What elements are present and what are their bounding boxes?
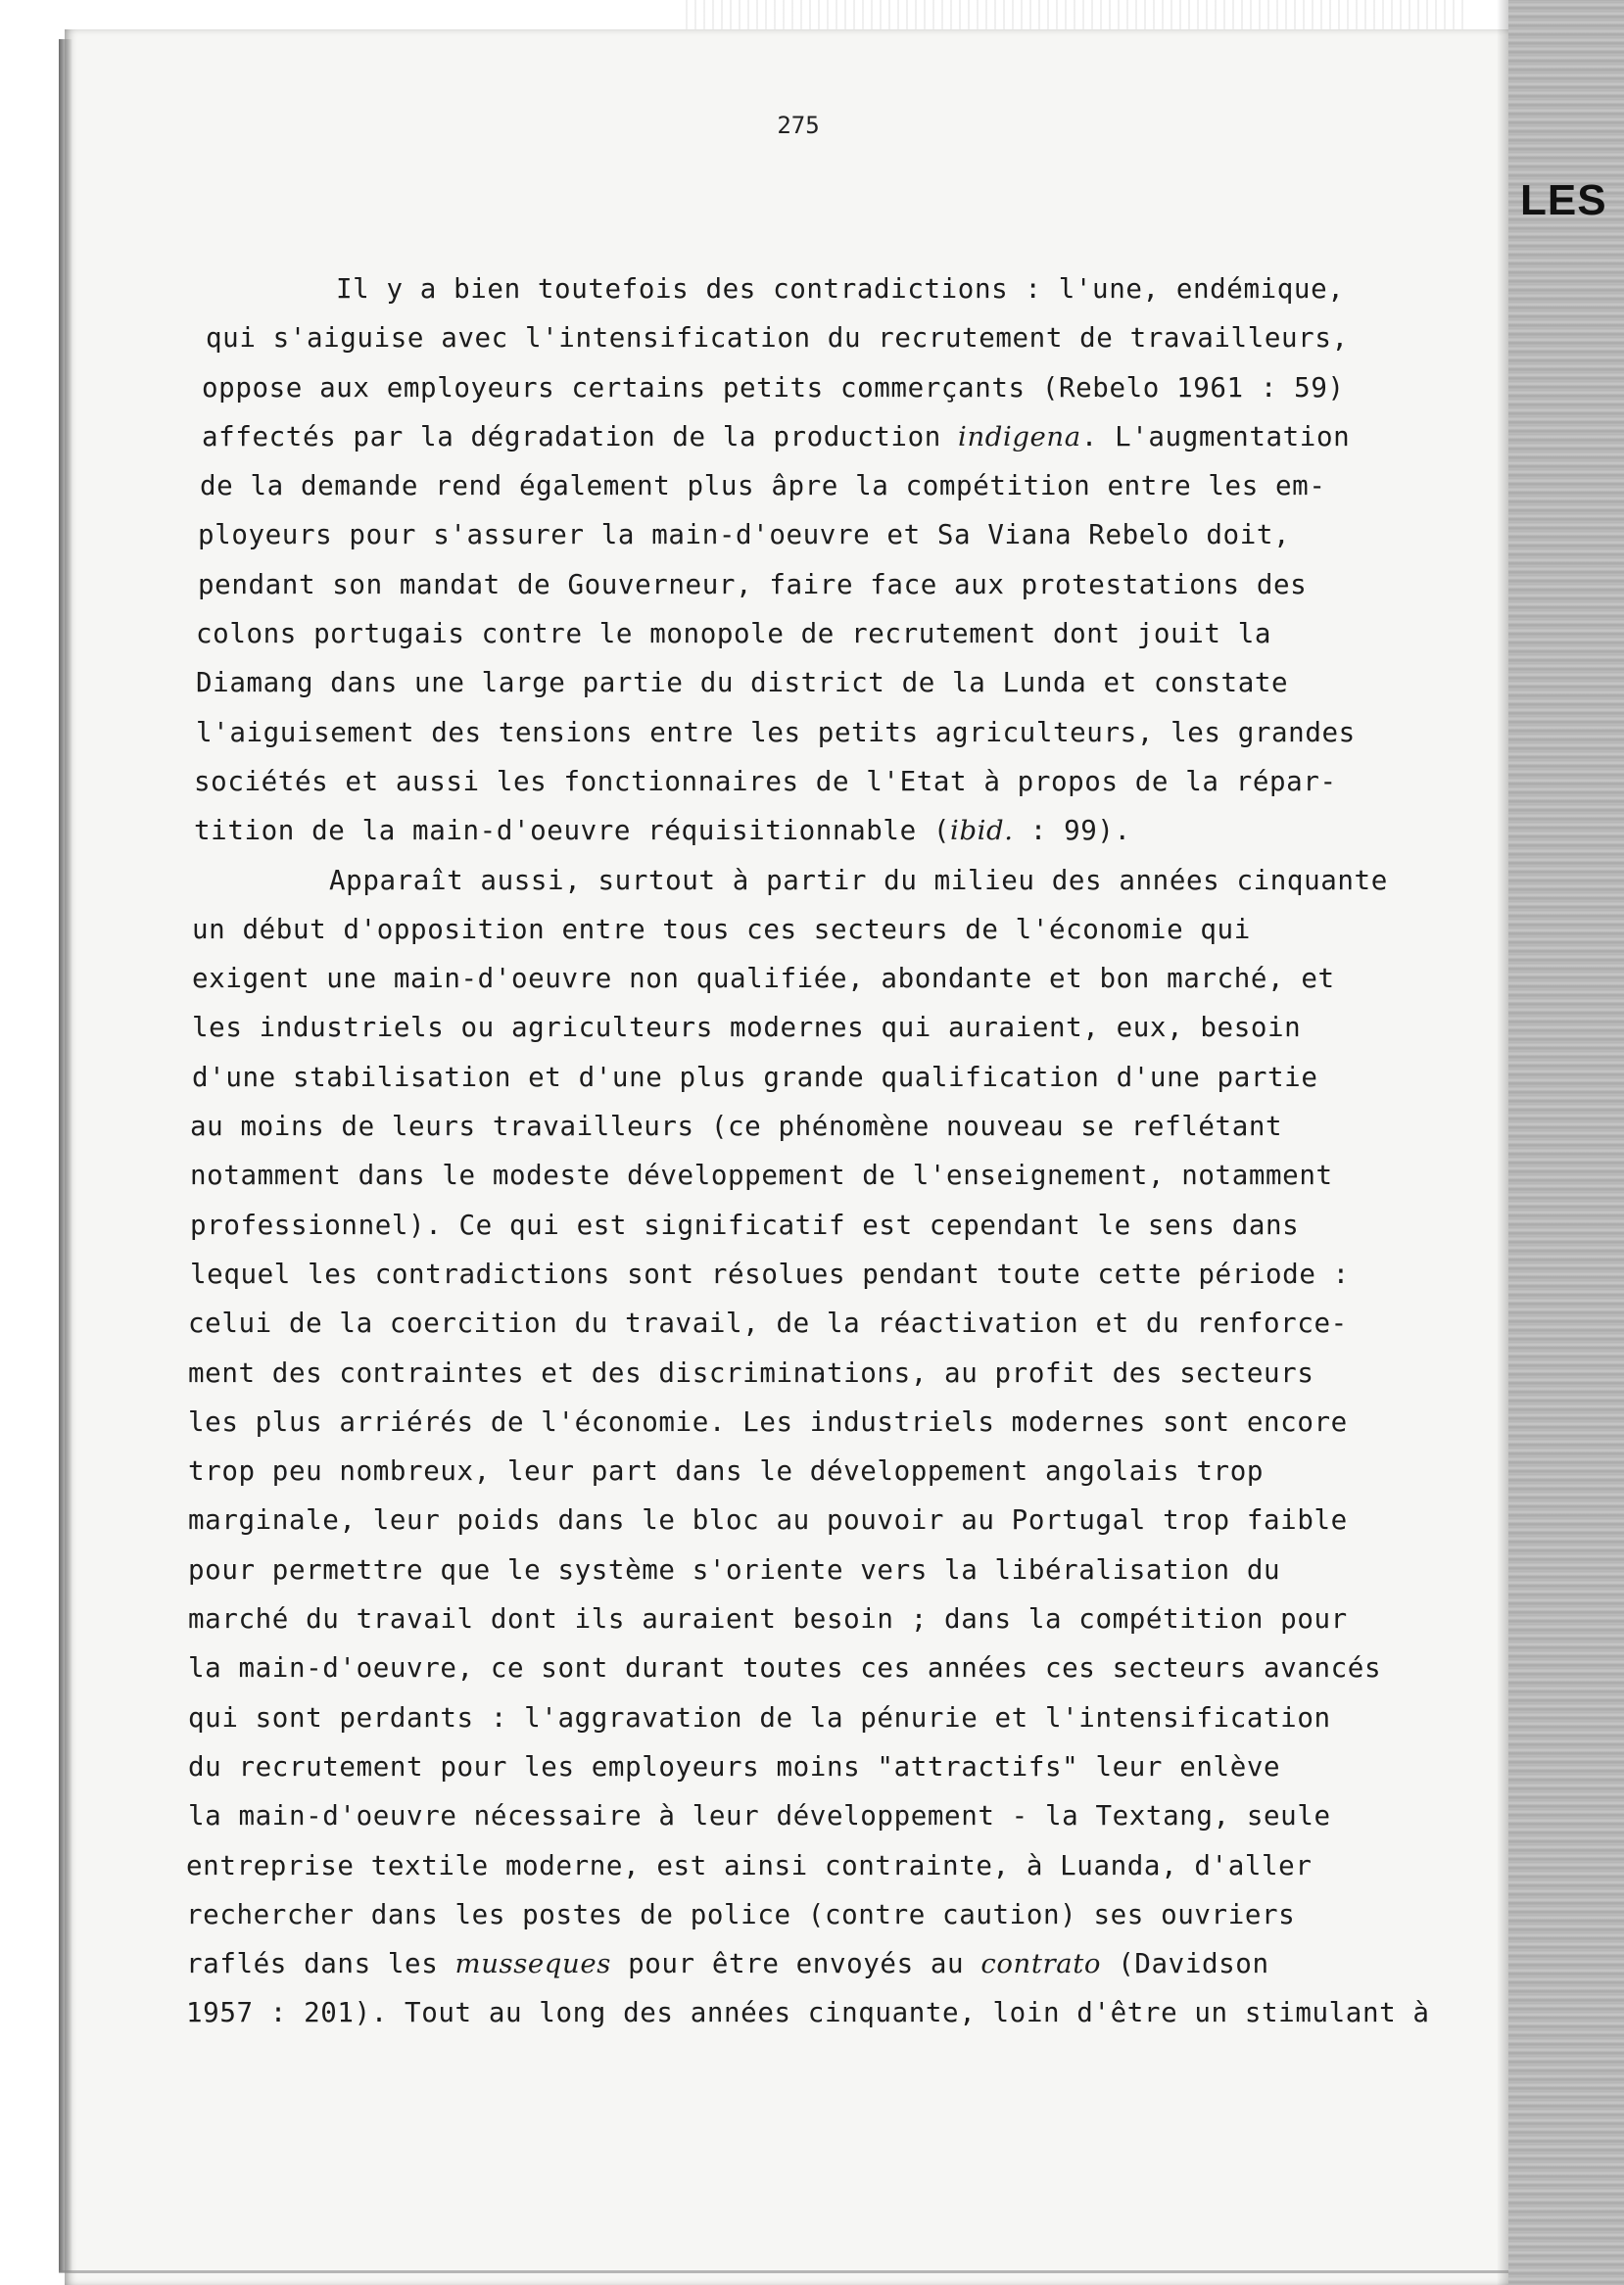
text-line — [184, 1939, 1399, 1988]
italic-term: ibid. — [950, 815, 1014, 847]
text-line — [184, 1496, 1399, 1545]
text-line — [184, 264, 1399, 313]
text-segment: : 99). — [1013, 815, 1131, 847]
text-line — [184, 1643, 1399, 1692]
text-segment: pendant son mandat de Gouverneur, faire face aux protestations des — [198, 568, 1308, 600]
text-segment: ment des contraintes et des discriminations, au profit des secteurs — [188, 1357, 1314, 1389]
text-line — [184, 856, 1399, 905]
text-segment: colons portugais contre le monopole de recrutement dont jouit la — [196, 618, 1272, 650]
text-line — [184, 313, 1399, 362]
text-segment: marché du travail dont ils auraient besoin ; dans la compétition pour — [188, 1603, 1348, 1636]
text-segment: rechercher dans les postes de police (contre caution) ses ouvriers — [186, 1898, 1296, 1930]
text-segment: celui de la coercition du travail, de la réactivation et du renforce- — [188, 1308, 1348, 1340]
text-segment: du recrutement pour les employeurs moins "attractifs" leur enlève — [188, 1750, 1281, 1783]
text-line — [184, 1102, 1399, 1151]
text-line — [184, 1447, 1399, 1496]
text-segment: les industriels ou agriculteurs modernes qui auraient, eux, besoin — [192, 1012, 1302, 1044]
text-segment: professionnel). Ce qui est significatif est cependant le sens dans — [190, 1209, 1300, 1241]
text-line — [184, 1742, 1399, 1791]
text-segment: d'une stabilisation et d'une plus grande qualification d'une partie — [192, 1061, 1318, 1093]
text-line — [184, 363, 1399, 412]
scan-top-noise — [686, 0, 1469, 29]
text-line — [184, 708, 1399, 757]
text-line — [184, 1201, 1399, 1250]
text-segment: notamment dans le modeste développement de l'enseignement, notamment — [190, 1160, 1333, 1192]
text-segment: oppose aux employeurs certains petits commerçants (Rebelo 1961 : 59) — [202, 371, 1345, 404]
text-segment: tition de la main-d'oeuvre réquisitionnable ( — [194, 815, 951, 847]
text-line — [184, 1890, 1399, 1939]
text-segment: les plus arriérés de l'économie. Les industriels modernes sont encore — [188, 1405, 1348, 1438]
text-line — [184, 1151, 1399, 1200]
text-line — [184, 1299, 1399, 1348]
text-segment: lequel les contradictions sont résolues pendant toute cette période : — [190, 1258, 1350, 1290]
text-line — [184, 1398, 1399, 1447]
scan-bottom-edge — [59, 2270, 1508, 2273]
text-segment: entreprise textile moderne, est ainsi contrainte, à Luanda, d'aller — [186, 1849, 1313, 1881]
text-line — [184, 1250, 1399, 1299]
page-number: 275 — [777, 112, 820, 139]
text-segment: sociétés et aussi les fonctionnaires de l'Etat à propos de la répar- — [194, 765, 1337, 797]
text-line — [184, 1841, 1399, 1890]
text-segment: la main-d'oeuvre nécessaire à leur développement - la Textang, seule — [188, 1800, 1331, 1833]
text-line — [184, 1546, 1399, 1595]
text-segment: un début d'opposition entre tous ces secteurs de l'économie qui — [192, 913, 1251, 945]
text-segment: au moins de leurs travailleurs (ce phénomène nouveau se reflétant — [190, 1111, 1283, 1143]
text-segment: . L'augmentation — [1080, 420, 1351, 452]
text-segment: de la demande rend également plus âpre la compétition entre les em- — [200, 470, 1326, 502]
text-segment: trop peu nombreux, leur part dans le développement angolais trop — [188, 1455, 1265, 1488]
text-segment: (Davidson — [1101, 1948, 1269, 1980]
text-segment: 1957 : 201). Tout au long des années cinquante, loin d'être un stimulant à — [186, 1997, 1430, 2029]
text-line — [184, 806, 1399, 855]
text-line — [184, 1595, 1399, 1643]
text-segment: qui sont perdants : l'aggravation de la pénurie et l'intensification — [188, 1701, 1331, 1734]
text-segment: pour permettre que le système s'oriente vers la libéralisation du — [188, 1553, 1281, 1586]
text-line — [184, 905, 1399, 954]
italic-term: indigena — [958, 420, 1081, 452]
text-segment: qui s'aiguise avec l'intensification du recrutement de travailleurs, — [206, 322, 1349, 355]
text-line — [184, 1349, 1399, 1398]
text-line — [184, 658, 1399, 707]
text-segment: exigent une main-d'oeuvre non qualifiée, abondante et bon marché, et — [192, 963, 1335, 995]
text-segment: Diamang dans une large partie du district de la Lunda et constate — [196, 667, 1289, 699]
body-text — [184, 264, 1430, 2038]
adjacent-page-strip — [1508, 0, 1624, 2285]
text-segment: affectés par la dégradation de la production — [202, 420, 959, 452]
italic-term: musseques — [454, 1948, 611, 1980]
text-line — [184, 1053, 1399, 1102]
scan-left-edge — [59, 39, 72, 2272]
text-segment: pour être envoyés au — [610, 1948, 981, 1980]
text-line — [184, 1693, 1399, 1742]
text-line — [184, 560, 1399, 609]
text-line — [184, 1791, 1399, 1840]
text-segment: Apparaît aussi, surtout à partir du milieu des années cinquante — [329, 864, 1388, 896]
text-segment: l'aiguisement des tensions entre les petits agriculteurs, les grandes — [196, 716, 1356, 748]
text-line — [184, 1988, 1430, 2037]
text-segment: Il y a bien toutefois des contradictions : l'une, endémique, — [336, 273, 1345, 305]
text-segment: la main-d'oeuvre, ce sont durant toutes ces années ces secteurs avancés — [188, 1652, 1382, 1685]
text-line — [184, 510, 1399, 559]
text-segment: raflés dans les — [186, 1948, 455, 1980]
text-segment: marginale, leur poids dans le bloc au pouvoir au Portugal trop faible — [188, 1504, 1348, 1537]
text-line — [184, 1003, 1399, 1052]
adjacent-page-heading: LES — [1520, 176, 1607, 224]
text-line — [184, 461, 1399, 510]
text-line — [184, 609, 1399, 658]
italic-term: contrato — [980, 1948, 1102, 1980]
text-line — [184, 757, 1399, 806]
text-line — [184, 412, 1399, 461]
text-line — [184, 954, 1399, 1003]
text-segment: ployeurs pour s'assurer la main-d'oeuvre et Sa Viana Rebelo doit, — [198, 519, 1291, 551]
